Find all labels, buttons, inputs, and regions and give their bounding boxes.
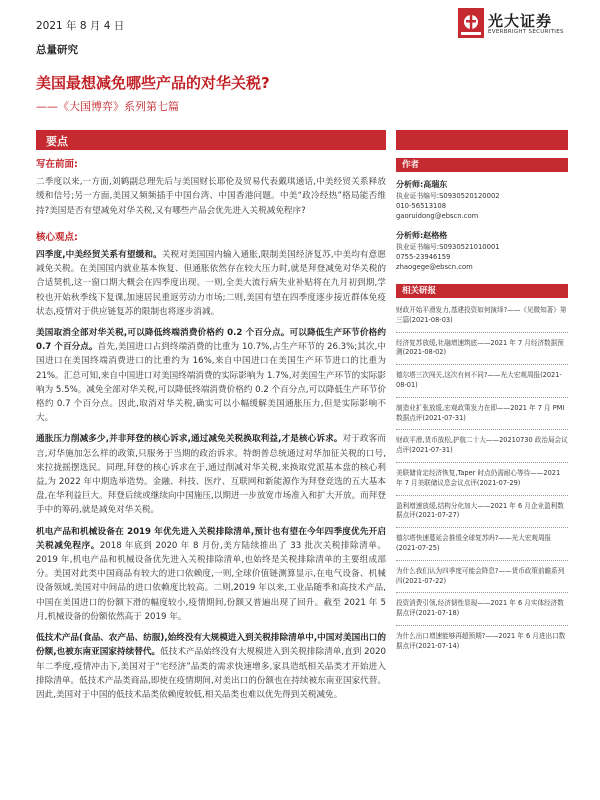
analyst-phone: 0755-23946159 xyxy=(396,253,451,261)
related-report-item[interactable]: 制造业扩张放缓,宏观政策发力在即——2021 年 7 月 PMI 数据点评(2021-07-31) xyxy=(396,404,568,431)
summary-bar xyxy=(36,130,386,150)
everbright-logo-icon xyxy=(458,8,484,38)
sidebar xyxy=(396,158,568,664)
logo-text-en: EVERBRIGHT SECURITIES xyxy=(488,29,564,35)
core-paragraph-5 xyxy=(36,631,386,702)
related-report-item[interactable]: 德尔塔三次闯关,这次有何不同?——光大宏观周报(2021-08-01) xyxy=(396,371,568,398)
related-heading: 相关研报 xyxy=(396,284,568,298)
sidebar-top-bar xyxy=(396,130,568,150)
related-report-item[interactable]: 为什么我们认为四季度可能会降息?——货币政策前瞻系列四(2021-07-22) xyxy=(396,567,568,594)
core-paragraph-1-body: 关税对美国国内输入通胀,限制美国经济复苏,中美均有意愿减免关税。在美国国内就业基本恢复、但通胀依然存在较大压力时,就是拜登减免对华关税的合适契机,这一窗口期大概会在四季度出现。一则,全美大流行病失业补贴将在九月初到期,学校也开始秋季线下复课,加速居民重返劳动力市场;二则,美国有望在四季度逐步接近群体免疫状态,疫情对于供应链复苏的限制也将逐步消减。 xyxy=(36,250,387,317)
core-paragraph-4-lead: 机电产品和机械设备在 2019 年优先进入关税排除清单,预计也有望在今年四季度优先开启关税减免程序。 xyxy=(36,526,386,551)
core-paragraph-1 xyxy=(36,248,386,319)
company-logo xyxy=(458,8,578,44)
core-paragraph-2-body: 首先,美国进口占到终端消费的比重为 10.7%,占生产环节的 26.3%;其次,中国进口在美国终端消费进口的比重约为 16%,来自中国进口在美国生产环节进口的比重为 21%。汇总可知,来自中国进口对美国终端消费的实际影响为 1.7%,对美国生产环节的实际影响为 5.5%。减免全部对华关税,可以降低终端消费价格约 0.2 个百分点,可以降低生产环节价格约 0.7 个百分点。因此,取消对华关税,确实可以小幅缓解美国通胀压力,但是实际影响不大。 xyxy=(36,342,386,424)
logo-text-cn: 光大证券 xyxy=(488,12,553,30)
analyst-card xyxy=(396,180,568,221)
analyst-email[interactable]: zhaogege@ebscn.com xyxy=(396,263,473,271)
intro-heading: 写在前面: xyxy=(36,159,78,170)
core-paragraph-4-body: 2018 年底到 2020 年 8 月份,美方陆续推出了 33 批次关税排除清单。2019 年,机电产品和机械设备优先进入关税排除清单,也始终是关税排除清单的主要组成部分。美国对此类中国商品有较大的进口依赖度,一则,全球价值链测算显示,在电气设备、机械设备领域,美国对中间品的进口依赖度比较高。二则,2019 年以来,工业品随季和高技术产品,中国在美国进口的份额下滑的幅度较小,疫情期间,份额又普遍出现了回升。截至 2021 年 5 月,机械设备的份额依然高于 2019 年。 xyxy=(36,540,386,622)
related-report-item[interactable]: 投资消费引领,经济韧性显现——2021 年 6 月实体经济数据点评(2021-07-18) xyxy=(396,599,568,626)
analyst-card xyxy=(396,231,568,272)
authors-heading: 作者 xyxy=(396,158,568,172)
core-paragraph-3-lead: 通胀压力削减多少,并非拜登的核心诉求,通过减免关税换取利益,才是核心诉求。 xyxy=(36,434,343,445)
core-paragraph-3 xyxy=(36,432,386,517)
related-report-item[interactable]: 盈利增速放缓,结构分化加大——2021 年 6 月企业盈利数据点评(2021-07-27) xyxy=(396,502,568,529)
core-paragraph-1-lead: 四季度,中美经贸关系有望缓和。 xyxy=(36,250,162,261)
core-heading: 核心观点: xyxy=(36,231,78,243)
related-report-item[interactable]: 经济复苏放缓,社融增速筑底——2021 年 7 月经济数据预测(2021-08-02) xyxy=(396,339,568,366)
core-paragraph-2 xyxy=(36,326,386,425)
related-report-item[interactable]: 德尔塔快速蔓延会推缓全球复苏吗?——光大宏观周报(2021-07-25) xyxy=(396,534,568,561)
related-reports xyxy=(396,284,568,658)
core-paragraph-5-lead: 低技术产品(食品、农产品、纺服),始终没有大规模进入到关税排除清单中,中国对美国出口的份额,也被东南亚国家持续替代。 xyxy=(36,633,386,658)
page-title: 美国最想减免哪些产品的对华关税? xyxy=(36,74,270,92)
summary-bar-label: 要点 xyxy=(46,135,68,148)
analyst-name: 分析师:高瑞东 xyxy=(396,180,448,189)
report-date: 2021 年 8 月 4 日 xyxy=(36,20,125,32)
analyst-name: 分析师:赵格格 xyxy=(396,231,448,240)
analyst-phone: 010-56513108 xyxy=(396,202,447,210)
core-paragraph-3-body: 对于政客而言,对华施加怎么样的政策,只服务于当期的政治诉求。特朗普总统通过对华加征关税的口号,来拉拢摇摆选民。同理,拜登的核心诉求在于,通过削减对华关税,来换取党派基本盘的核心利益,为 2022 年中期选举造势。金融、科技、医疗、互联网和新能源作为拜登竞选的五大基本盘,在华利益巨大。拜登后续或继续向中国施压,以期进一步放宽市场准入和扩大开放。而拜登手中的筹码,就是减免对华关税。 xyxy=(36,434,386,516)
core-paragraph-2-lead: 美国取消全部对华关税,可以降低终端消费价格约 0.2 个百分点。可以降低生产环节价格约 0.7 个百分点。 xyxy=(36,328,386,353)
related-report-item[interactable]: 美联储肯定经济恢复,Taper 时点仍需耐心等待——2021 年 7 月美联储议息会议点评(2021-07-29) xyxy=(396,469,568,496)
core-paragraph-4 xyxy=(36,525,386,624)
core-paragraph-5-body: 低技术产品始终没有大规模进入到关税排除清单,直到 2020 年二季度,疫情冲击下,美国对于“宅经济”品类的需求快速增多,家具造纸相关品类才开始进入排除清单。低技术产品类商品,即使在疫情期间,对美出口的份额也在持续被东南亚国家代替。因此,美国对于中国的低技术品类依赖度较低,相关品类也难以优先得到关税减免。 xyxy=(36,647,387,700)
analyst-license: 执业证书编号:S0930520120002 xyxy=(396,192,500,200)
analyst-email[interactable]: gaoruidong@ebscn.com xyxy=(396,212,479,220)
page-subtitle: ——《大国博弈》系列第七篇 xyxy=(36,100,179,113)
intro-paragraph: 二季度以来,一方面,刘鹤副总理先后与美国财长耶伦及贸易代表戴琪通话,中美经贸关系释放缓和信号;另一方面,美国又频频插手中国台湾、中国香港问题。中美“政冷经热”格局能否维持?美国是否有望减免对华关税,又有哪些产品会优先进入关税减免程序? xyxy=(36,177,386,216)
related-report-item[interactable]: 为什么出口增速能够再超预期?——2021 年 6 月进出口数据点评(2021-07-14) xyxy=(396,631,566,650)
related-report-item[interactable]: 财政开始平滑发力,基建投资如何演绎?——《见微知著》第三篇(2021-08-03) xyxy=(396,306,568,333)
report-category: 总量研究 xyxy=(36,44,78,56)
related-report-item[interactable]: 财政平滑,货币放松,护航二十大——20210730 政治局会议点评(2021-07-31) xyxy=(396,436,568,463)
analyst-license: 执业证书编号:S0930521010001 xyxy=(396,243,500,251)
main-content xyxy=(36,158,386,709)
